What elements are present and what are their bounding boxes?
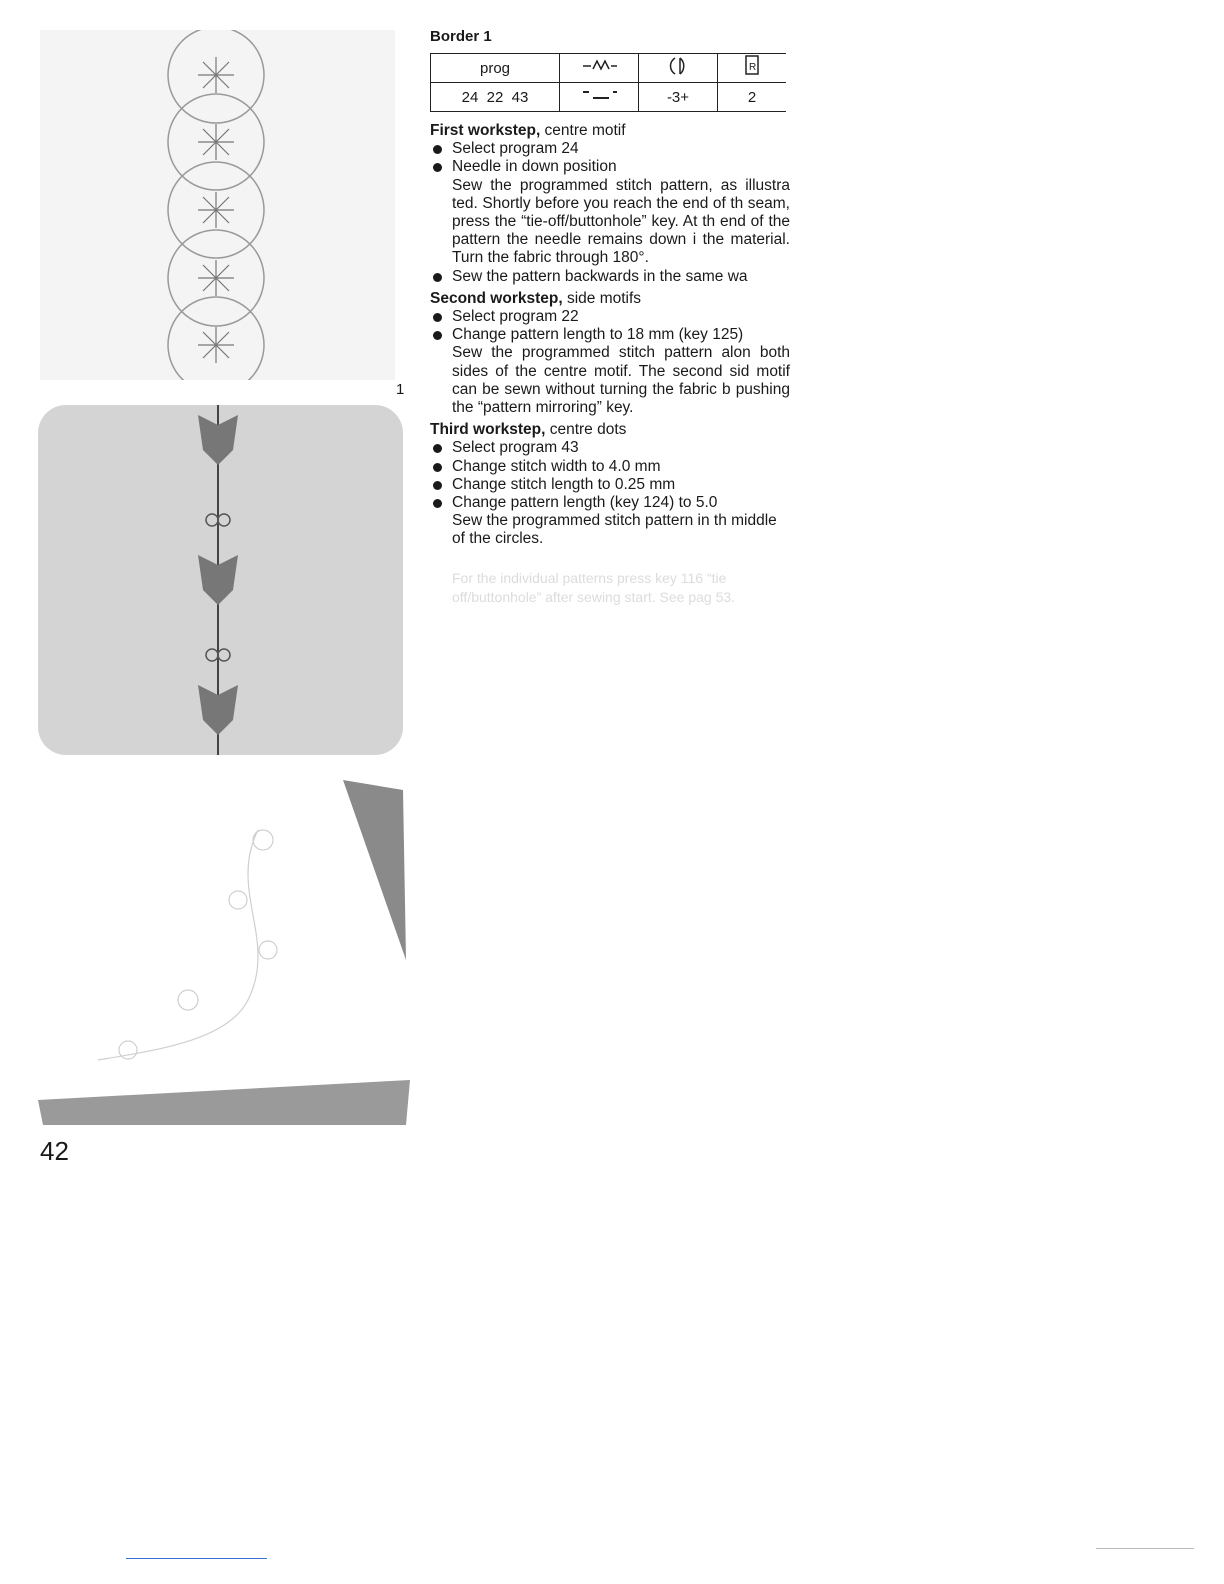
section-subtitle: centre dots xyxy=(545,421,627,439)
step-item: Sew the pattern backwards in the same wa xyxy=(430,268,790,286)
step-item: Change pattern length to 18 mm (key 125) xyxy=(430,326,790,344)
section-subtitle: centre motif xyxy=(540,122,626,139)
section-title: Second workstep, xyxy=(430,289,563,307)
tablecloth-corner-photo xyxy=(38,780,410,1130)
section-title: First workstep, xyxy=(430,122,541,139)
section-third xyxy=(430,421,790,548)
settings-header-row xyxy=(431,54,787,83)
footer-divider-right xyxy=(1096,1548,1194,1549)
border-title: Border 1 xyxy=(430,28,492,45)
section-title: Third workstep, xyxy=(430,421,546,439)
stitch-length-icon xyxy=(560,54,639,83)
step-paragraph: Sew the programmed stitch pattern, as illustra ted. Shortly before you reach the end of th seam, press the “tie-off/buttonhole” key. At th end of the pattern the needle remains down i the material. Turn the fabric through 180°. xyxy=(452,176,790,267)
footer-divider xyxy=(126,1558,267,1559)
step-item: Select program 22 xyxy=(430,308,790,326)
step-paragraph: Sew the programmed stitch pattern alon both sides of the centre motif. The second sid motif can be sewn without turning the fabric b pushing the “pattern mirroring” key. xyxy=(452,344,790,417)
presser-foot-icon xyxy=(718,54,787,83)
figure-number: 1 xyxy=(396,381,405,398)
step-item: Select program 43 xyxy=(430,439,790,457)
butterfly-border-photo xyxy=(38,405,403,755)
step-paragraph: Sew the programmed stitch pattern in th middle of the circles. xyxy=(452,512,777,548)
stitch-length-value-icon xyxy=(560,83,639,112)
settings-value-foot: 2 xyxy=(718,83,787,112)
section-subtitle: side motifs xyxy=(562,289,642,307)
section-first xyxy=(430,122,790,286)
step-item: Select program 24 xyxy=(430,140,790,158)
embroidery-circles-photo xyxy=(40,30,395,380)
page-number: 42 xyxy=(40,1136,69,1166)
settings-value-width: -3+ xyxy=(639,83,718,112)
step-item: Change stitch width to 4.0 mm xyxy=(430,458,790,476)
settings-value-programs: 24 22 43 xyxy=(431,83,560,112)
section-second xyxy=(430,290,790,417)
settings-table xyxy=(430,53,786,112)
settings-value-row xyxy=(431,83,787,112)
settings-header-prog: prog xyxy=(431,54,560,83)
step-item: Change pattern length (key 124) to 5.0 xyxy=(430,494,790,512)
faint-note: For the individual patterns press key 116 “tie off/buttonhole” after sewing start. See pag 53. xyxy=(452,569,736,605)
step-item: Needle in down position xyxy=(430,158,790,176)
svg-text:R: R xyxy=(749,62,757,73)
stitch-width-icon xyxy=(639,54,718,83)
step-item: Change stitch length to 0.25 mm xyxy=(430,476,790,494)
instructions-column xyxy=(430,28,790,607)
